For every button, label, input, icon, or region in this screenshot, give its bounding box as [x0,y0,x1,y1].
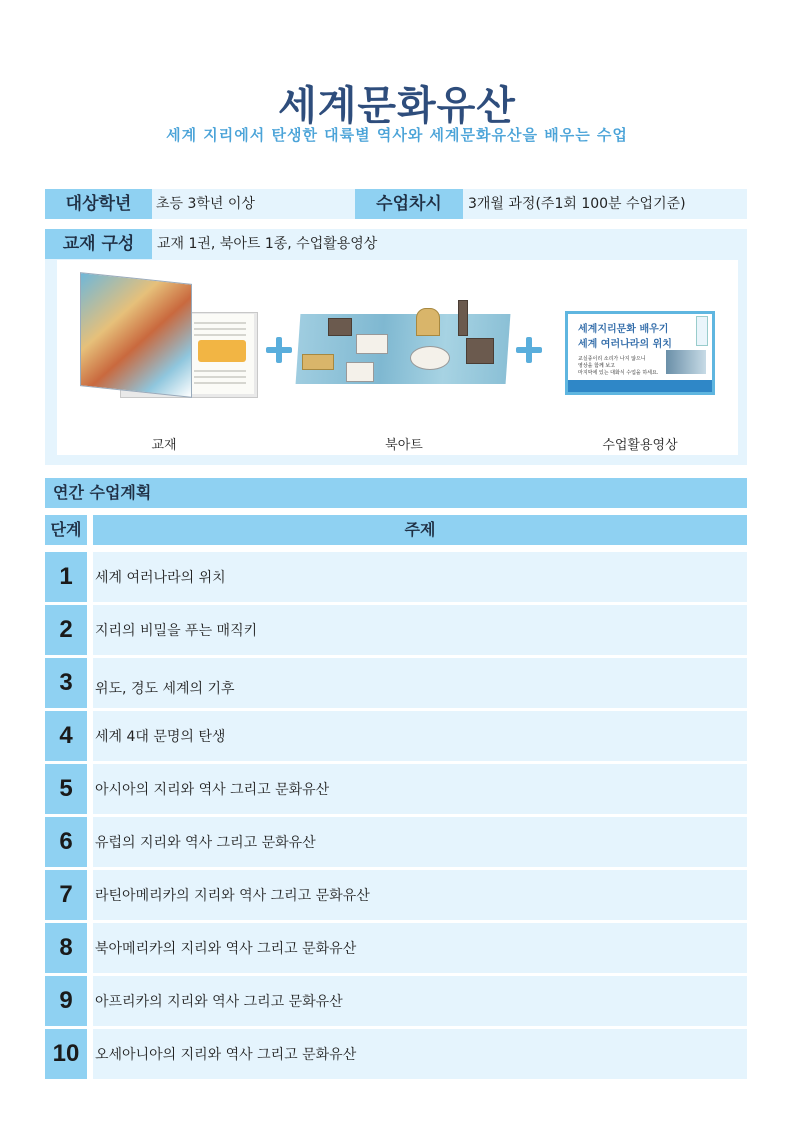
caption-textbook: 교재 [151,438,177,453]
step-number: 8 [45,923,87,973]
grade-value: 초등 3학년 이상 [156,196,255,212]
header-topic: 주제 [93,515,747,545]
step-number: 5 [45,764,87,814]
step-number: 6 [45,817,87,867]
plus-icon [266,337,292,363]
header-step: 단계 [45,515,87,545]
textbook-image [80,278,258,398]
session-label: 수업차시 [355,189,463,219]
page-title: 세계문화유산 [278,83,516,129]
step-number: 9 [45,976,87,1026]
step-topic: 아프리카의 지리와 역사 그리고 문화유산 [93,976,747,1026]
session-value: 3개월 과정(주1회 100분 수업기준) [468,196,686,212]
grade-label: 대상학년 [45,189,152,219]
plus-icon [516,337,542,363]
step-number: 2 [45,605,87,655]
step-topic: 위도, 경도 세계의 기후 [93,658,747,708]
caption-bookart: 북아트 [385,438,423,453]
step-topic: 지리의 비밀을 푸는 매직키 [93,605,747,655]
step-topic: 라틴아메리카의 지리와 역사 그리고 문화유산 [93,870,747,920]
step-topic: 아시아의 지리와 역사 그리고 문화유산 [93,764,747,814]
step-number: 1 [45,552,87,602]
thumbnail-subtitle: 세계 여러나라의 위치 [578,339,672,350]
thumbnail-text: 교실종이리 소리가 나지 않으니 영상을 함께 보고 마지막에 있는 대화식 수업을 하세요. [578,356,659,376]
caption-video: 수업활용영상 [602,438,678,453]
step-number: 3 [45,658,87,708]
step-number: 7 [45,870,87,920]
bookart-image [298,298,508,390]
thumbnail-title: 세계지리문화 배우기 [578,324,669,335]
info-row [45,189,747,219]
page-subtitle: 세계 지리에서 탄생한 대륙별 역사와 세계문화유산을 배우는 수업 [166,126,628,144]
step-topic: 유럽의 지리와 역사 그리고 문화유산 [93,817,747,867]
lesson-video-thumbnail [565,311,715,395]
step-topic: 세계 4대 문명의 탄생 [93,711,747,761]
step-topic: 세계 여러나라의 위치 [93,552,747,602]
step-topic: 오세아니아의 지리와 역사 그리고 문화유산 [93,1029,747,1079]
step-number: 4 [45,711,87,761]
step-number: 10 [45,1029,87,1079]
materials-label: 교재 구성 [45,229,152,259]
materials-value: 교재 1권, 북아트 1종, 수업활용영상 [157,236,378,252]
step-topic: 북아메리카의 지리와 역사 그리고 문화유산 [93,923,747,973]
plan-title: 연간 수업계획 [45,478,747,508]
